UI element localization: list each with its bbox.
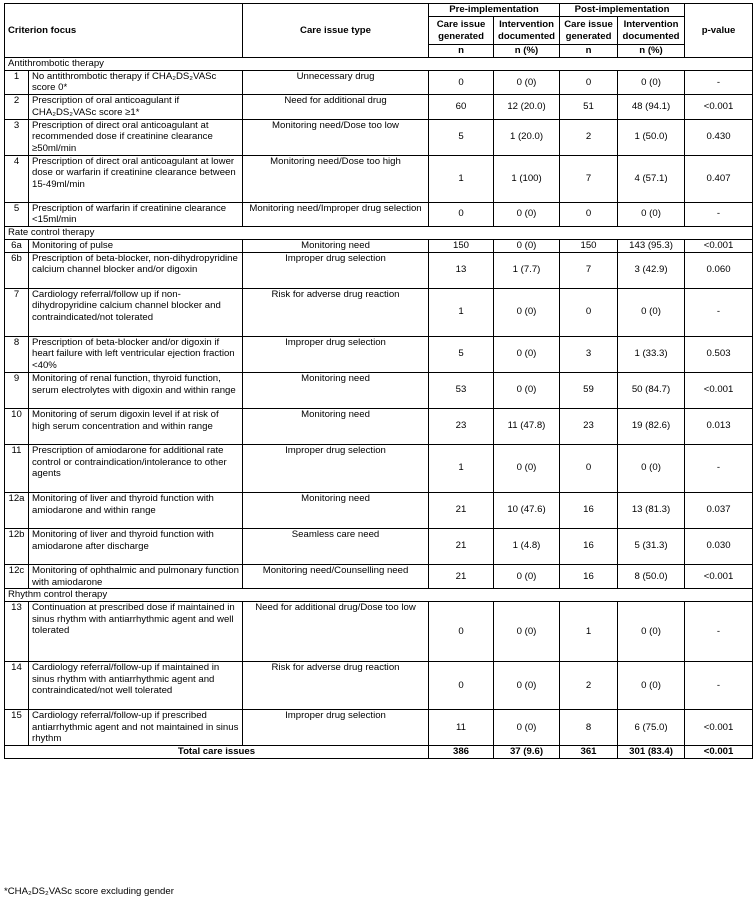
table-row (5, 372, 753, 408)
row-pre-intervention: 0 (0) (494, 336, 560, 372)
row-criterion: Prescription of amiodarone for additional rate control or contraindication/intolerance to other agents (29, 444, 243, 492)
section-title: Antithrombotic therapy (5, 58, 429, 71)
row-care-type: Improper drug selection (243, 252, 429, 288)
row-id: 6a (5, 239, 29, 252)
table-row (5, 288, 753, 336)
header-pre-n: n (429, 45, 494, 58)
header-care-type: Care issue type (243, 4, 429, 58)
row-post-intervention: 0 (0) (618, 601, 685, 661)
row-care-type: Need for additional drug/Dose too low (243, 601, 429, 661)
total-label: Total care issues (5, 746, 429, 759)
table-row (5, 601, 753, 661)
row-post-n: 23 (560, 408, 618, 444)
row-care-type: Monitoring need (243, 372, 429, 408)
section-spacer (560, 58, 618, 71)
header-post-intervention: Intervention documented (618, 17, 685, 45)
row-pre-n: 11 (429, 709, 494, 745)
row-id: 8 (5, 336, 29, 372)
row-post-n: 8 (560, 709, 618, 745)
row-pvalue: - (685, 444, 753, 492)
total-post-intervention: 301 (83.4) (618, 746, 685, 759)
row-pre-n: 0 (429, 601, 494, 661)
table-row (5, 564, 753, 588)
row-post-intervention: 13 (81.3) (618, 492, 685, 528)
row-pre-n: 0 (429, 202, 494, 226)
row-criterion: Monitoring of liver and thyroid function with amiodarone after discharge (29, 528, 243, 564)
row-post-intervention: 0 (0) (618, 202, 685, 226)
row-id: 6b (5, 252, 29, 288)
row-id: 7 (5, 288, 29, 336)
row-care-type: Monitoring need (243, 492, 429, 528)
row-care-type: Monitoring need (243, 408, 429, 444)
row-id: 5 (5, 202, 29, 226)
row-criterion: Monitoring of renal function, thyroid function, serum electrolytes with digoxin and within range (29, 372, 243, 408)
row-criterion: Cardiology referral/follow-up if prescribed antiarrhythmic agent and not maintained in sinus rhythm (29, 709, 243, 745)
row-post-intervention: 5 (31.3) (618, 528, 685, 564)
row-post-intervention: 48 (94.1) (618, 95, 685, 119)
row-pre-n: 5 (429, 119, 494, 155)
row-pre-intervention: 0 (0) (494, 564, 560, 588)
table-row (5, 492, 753, 528)
row-criterion: Monitoring of ophthalmic and pulmonary function with amiodarone (29, 564, 243, 588)
row-post-n: 59 (560, 372, 618, 408)
row-pre-intervention: 1 (100) (494, 155, 560, 202)
row-criterion: Prescription of beta-blocker and/or digoxin if heart failure with left ventricular ejection fraction <40% (29, 336, 243, 372)
section-spacer (685, 58, 753, 71)
care-issues-table (4, 3, 753, 759)
table-row (5, 528, 753, 564)
row-pre-n: 21 (429, 564, 494, 588)
row-id: 15 (5, 709, 29, 745)
row-post-intervention: 1 (50.0) (618, 119, 685, 155)
row-pvalue: 0.013 (685, 408, 753, 444)
section-spacer (494, 227, 560, 240)
row-pvalue: 0.037 (685, 492, 753, 528)
row-pre-n: 1 (429, 288, 494, 336)
row-post-n: 16 (560, 492, 618, 528)
section-spacer (685, 227, 753, 240)
section-title: Rate control therapy (5, 227, 429, 240)
row-pre-intervention: 0 (0) (494, 372, 560, 408)
row-pvalue: - (685, 202, 753, 226)
row-pvalue: <0.001 (685, 564, 753, 588)
row-post-intervention: 4 (57.1) (618, 155, 685, 202)
row-pvalue: 0.030 (685, 528, 753, 564)
row-pvalue: 0.503 (685, 336, 753, 372)
row-pre-intervention: 0 (0) (494, 661, 560, 709)
row-pre-n: 1 (429, 444, 494, 492)
section-row (5, 58, 753, 71)
row-care-type: Unnecessary drug (243, 70, 429, 94)
row-pre-n: 0 (429, 661, 494, 709)
header-pvalue: p-value (685, 4, 753, 58)
table-row (5, 239, 753, 252)
row-post-intervention: 50 (84.7) (618, 372, 685, 408)
row-pre-intervention: 0 (0) (494, 444, 560, 492)
section-spacer (494, 589, 560, 602)
section-spacer (429, 58, 494, 71)
total-pre-n: 386 (429, 746, 494, 759)
row-care-type: Improper drug selection (243, 709, 429, 745)
row-care-type: Monitoring need/Counselling need (243, 564, 429, 588)
row-post-n: 0 (560, 444, 618, 492)
row-post-intervention: 6 (75.0) (618, 709, 685, 745)
row-id: 3 (5, 119, 29, 155)
header-post-implementation: Post-implementation (560, 4, 685, 17)
row-criterion: Monitoring of pulse (29, 239, 243, 252)
section-row (5, 227, 753, 240)
row-id: 2 (5, 95, 29, 119)
row-pre-intervention: 0 (0) (494, 288, 560, 336)
table-row (5, 408, 753, 444)
row-pre-intervention: 0 (0) (494, 709, 560, 745)
row-care-type: Improper drug selection (243, 336, 429, 372)
section-spacer (618, 58, 685, 71)
header-pre-care-generated: Care issue generated (429, 17, 494, 45)
section-spacer (560, 227, 618, 240)
row-care-type: Seamless care need (243, 528, 429, 564)
row-pre-intervention: 0 (0) (494, 70, 560, 94)
section-spacer (429, 589, 494, 602)
row-post-n: 0 (560, 288, 618, 336)
row-id: 11 (5, 444, 29, 492)
table-row (5, 119, 753, 155)
row-post-intervention: 0 (0) (618, 444, 685, 492)
row-id: 14 (5, 661, 29, 709)
total-pre-intervention: 37 (9.6) (494, 746, 560, 759)
row-pre-intervention: 1 (20.0) (494, 119, 560, 155)
row-pre-n: 53 (429, 372, 494, 408)
row-pre-intervention: 12 (20.0) (494, 95, 560, 119)
row-criterion: Prescription of beta-blocker, non-dihydropyridine calcium channel blocker and/or digoxin (29, 252, 243, 288)
row-criterion: Monitoring of liver and thyroid function with amiodarone and within range (29, 492, 243, 528)
row-pre-intervention: 0 (0) (494, 239, 560, 252)
row-care-type: Risk for adverse drug reaction (243, 661, 429, 709)
row-pre-intervention: 10 (47.6) (494, 492, 560, 528)
row-pre-n: 1 (429, 155, 494, 202)
row-pvalue: 0.407 (685, 155, 753, 202)
row-post-intervention: 0 (0) (618, 288, 685, 336)
header-post-n: n (560, 45, 618, 58)
row-id: 12c (5, 564, 29, 588)
header-post-care-generated: Care issue generated (560, 17, 618, 45)
section-spacer (429, 227, 494, 240)
row-pre-n: 23 (429, 408, 494, 444)
header-criterion: Criterion focus (5, 4, 243, 58)
row-criterion: Prescription of direct oral anticoagulant at recommended dose if creatinine clearance ≥50ml/min (29, 119, 243, 155)
row-post-n: 150 (560, 239, 618, 252)
table-body (5, 58, 753, 759)
footnote: *CHA₂DS₂VASc score excluding gender (4, 886, 174, 897)
row-pre-n: 13 (429, 252, 494, 288)
row-id: 4 (5, 155, 29, 202)
row-pvalue: <0.001 (685, 709, 753, 745)
row-pre-n: 150 (429, 239, 494, 252)
row-criterion: Prescription of warfarin if creatinine clearance <15ml/min (29, 202, 243, 226)
row-care-type: Improper drug selection (243, 444, 429, 492)
row-care-type: Monitoring need/Dose too high (243, 155, 429, 202)
row-care-type: Monitoring need/Dose too low (243, 119, 429, 155)
row-post-n: 2 (560, 661, 618, 709)
header-pre-implementation: Pre-implementation (429, 4, 560, 17)
row-id: 12b (5, 528, 29, 564)
row-criterion: Prescription of direct oral anticoagulant at lower dose or warfarin if creatinine clearance between 15-49ml/min (29, 155, 243, 202)
table-row (5, 661, 753, 709)
row-care-type: Monitoring need/Improper drug selection (243, 202, 429, 226)
row-id: 13 (5, 601, 29, 661)
table-row (5, 444, 753, 492)
section-spacer (618, 589, 685, 602)
row-pre-intervention: 0 (0) (494, 601, 560, 661)
section-spacer (685, 589, 753, 602)
row-criterion: Continuation at prescribed dose if maintained in sinus rhythm with antiarrhythmic agent and well tolerated (29, 601, 243, 661)
section-spacer (494, 58, 560, 71)
row-pvalue: - (685, 70, 753, 94)
row-post-n: 0 (560, 70, 618, 94)
row-post-intervention: 0 (0) (618, 661, 685, 709)
row-id: 9 (5, 372, 29, 408)
header-post-npct: n (%) (618, 45, 685, 58)
row-pvalue: <0.001 (685, 372, 753, 408)
row-pvalue: - (685, 288, 753, 336)
row-post-n: 0 (560, 202, 618, 226)
section-title: Rhythm control therapy (5, 589, 429, 602)
row-post-intervention: 0 (0) (618, 70, 685, 94)
section-spacer (560, 589, 618, 602)
row-care-type: Monitoring need (243, 239, 429, 252)
row-pre-n: 60 (429, 95, 494, 119)
row-post-n: 2 (560, 119, 618, 155)
table-row (5, 155, 753, 202)
row-post-n: 1 (560, 601, 618, 661)
row-post-intervention: 1 (33.3) (618, 336, 685, 372)
row-criterion: Monitoring of serum digoxin level if at risk of high serum concentration and within range (29, 408, 243, 444)
table-row (5, 70, 753, 94)
row-id: 10 (5, 408, 29, 444)
row-post-intervention: 19 (82.6) (618, 408, 685, 444)
section-row (5, 589, 753, 602)
row-pre-intervention: 0 (0) (494, 202, 560, 226)
row-pvalue: - (685, 601, 753, 661)
total-post-n: 361 (560, 746, 618, 759)
row-pvalue: - (685, 661, 753, 709)
row-criterion: Cardiology referral/follow up if non-dihydropyridine calcium channel blocker and contraindicated/not tolerated (29, 288, 243, 336)
row-pre-n: 0 (429, 70, 494, 94)
row-pre-intervention: 11 (47.8) (494, 408, 560, 444)
row-post-intervention: 8 (50.0) (618, 564, 685, 588)
table-row (5, 336, 753, 372)
row-post-n: 51 (560, 95, 618, 119)
row-care-type: Risk for adverse drug reaction (243, 288, 429, 336)
row-pre-n: 21 (429, 528, 494, 564)
row-criterion: Prescription of oral anticoagulant if CHA₂DS₂VASc score ≥1* (29, 95, 243, 119)
row-pvalue: 0.430 (685, 119, 753, 155)
row-post-n: 7 (560, 155, 618, 202)
row-care-type: Need for additional drug (243, 95, 429, 119)
header-pre-npct: n (%) (494, 45, 560, 58)
row-id: 1 (5, 70, 29, 94)
row-post-n: 3 (560, 336, 618, 372)
row-pre-n: 5 (429, 336, 494, 372)
row-post-intervention: 143 (95.3) (618, 239, 685, 252)
table-row (5, 202, 753, 226)
table-row (5, 252, 753, 288)
total-row (5, 746, 753, 759)
row-pre-intervention: 1 (4.8) (494, 528, 560, 564)
table-row (5, 709, 753, 745)
table-row (5, 95, 753, 119)
row-pvalue: <0.001 (685, 239, 753, 252)
row-post-n: 16 (560, 528, 618, 564)
row-criterion: Cardiology referral/follow-up if maintained in sinus rhythm with antiarrhythmic agent and contraindicated/not well tolerated (29, 661, 243, 709)
section-spacer (618, 227, 685, 240)
row-pvalue: <0.001 (685, 95, 753, 119)
row-id: 12a (5, 492, 29, 528)
row-criterion: No antithrombotic therapy if CHA₂DS₂VASc score 0* (29, 70, 243, 94)
row-pvalue: 0.060 (685, 252, 753, 288)
header-pre-intervention: Intervention documented (494, 17, 560, 45)
row-pre-n: 21 (429, 492, 494, 528)
total-pvalue: <0.001 (685, 746, 753, 759)
row-post-n: 7 (560, 252, 618, 288)
row-post-n: 16 (560, 564, 618, 588)
row-pre-intervention: 1 (7.7) (494, 252, 560, 288)
row-post-intervention: 3 (42.9) (618, 252, 685, 288)
